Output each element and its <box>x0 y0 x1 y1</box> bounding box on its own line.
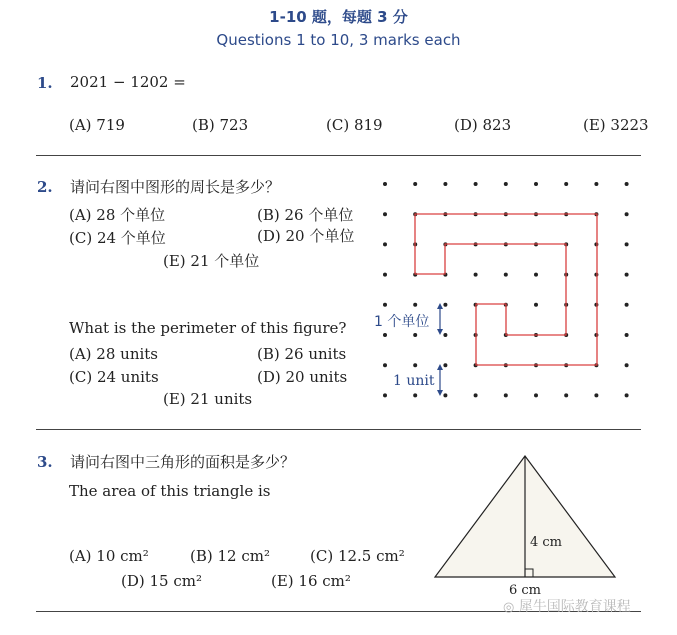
grid-dot <box>383 242 387 246</box>
base-label: 6 cm <box>509 583 542 598</box>
grid-dot <box>383 393 387 397</box>
grid-dot <box>534 303 538 307</box>
option-b: (B) 723 <box>192 116 249 134</box>
option-d: (D) 823 <box>454 116 512 134</box>
grid-dot <box>564 393 568 397</box>
unit-label-en: 1 unit <box>393 373 435 389</box>
option-a-en: (A) 28 units <box>69 345 159 363</box>
question-prompt-cn: 请问右图中图形的周长是多少？ <box>70 178 281 196</box>
grid-dot <box>474 393 478 397</box>
unit-marker-en <box>437 364 443 396</box>
grid-dot <box>413 393 417 397</box>
grid-dot <box>413 363 417 367</box>
option-e-en: (E) 21 units <box>163 390 253 408</box>
question-prompt: 2021 − 1202 = <box>70 73 186 91</box>
grid-dot <box>383 303 387 307</box>
triangle-figure <box>425 448 625 598</box>
grid-dot <box>625 182 629 186</box>
option-c-cn: (C) 24 个单位 <box>69 229 166 247</box>
option-d: (D) 15 cm² <box>121 572 202 590</box>
grid-dot <box>625 242 629 246</box>
unit-marker-cn <box>437 303 443 335</box>
grid-dot <box>474 182 478 186</box>
option-c: (C) 819 <box>326 116 383 134</box>
question-number: 3. <box>37 453 53 471</box>
option-c: (C) 12.5 cm² <box>310 547 405 565</box>
option-b-cn: (B) 26 个单位 <box>257 206 354 224</box>
grid-dot <box>564 182 568 186</box>
wechat-icon: ◎ <box>503 600 515 615</box>
grid-dot <box>443 182 447 186</box>
grid-dot <box>383 363 387 367</box>
height-label: 4 cm <box>530 535 563 550</box>
question-prompt-en: What is the perimeter of this figure? <box>69 319 347 337</box>
grid-dot <box>534 273 538 277</box>
grid-dot <box>625 212 629 216</box>
grid-dot <box>625 303 629 307</box>
grid-dot <box>383 212 387 216</box>
grid-dot <box>534 182 538 186</box>
grid-dot <box>504 182 508 186</box>
divider <box>36 429 641 430</box>
grid-dot <box>413 182 417 186</box>
grid-dot <box>625 333 629 337</box>
question-number: 1. <box>37 74 53 92</box>
watermark-text: 犀牛国际教育课程 <box>518 599 631 615</box>
divider <box>36 155 641 156</box>
unit-label-cn: 1 个单位 <box>374 314 430 330</box>
wechat-watermark <box>503 596 631 616</box>
grid-dot <box>625 273 629 277</box>
option-c-en: (C) 24 units <box>69 368 159 386</box>
question-prompt-cn: 请问右图中三角形的面积是多少？ <box>70 453 296 471</box>
option-a-cn: (A) 28 个单位 <box>69 206 166 224</box>
question-prompt-en: The area of this triangle is <box>69 482 271 500</box>
option-b: (B) 12 cm² <box>190 547 270 565</box>
option-a: (A) 719 <box>69 116 125 134</box>
grid-dot <box>413 333 417 337</box>
grid-dot <box>594 182 598 186</box>
section-title-cn: 1-10 题，每题 3 分 <box>269 8 408 26</box>
grid-dot <box>443 363 447 367</box>
grid-dot <box>625 363 629 367</box>
option-e-cn: (E) 21 个单位 <box>163 252 260 270</box>
figure-outline <box>415 214 597 365</box>
grid-dot <box>594 393 598 397</box>
perimeter-figure <box>360 172 650 412</box>
option-d-en: (D) 20 units <box>257 368 348 386</box>
option-e: (E) 3223 <box>583 116 649 134</box>
option-e: (E) 16 cm² <box>271 572 351 590</box>
section-title-en: Questions 1 to 10, 3 marks each <box>216 31 461 49</box>
option-a: (A) 10 cm² <box>69 547 149 565</box>
grid-dot <box>625 393 629 397</box>
grid-dot <box>474 273 478 277</box>
question-number: 2. <box>37 178 53 196</box>
grid-dot <box>383 333 387 337</box>
grid-dot <box>534 393 538 397</box>
grid-dot <box>504 393 508 397</box>
option-b-en: (B) 26 units <box>257 345 347 363</box>
grid-dot <box>504 273 508 277</box>
grid-dot <box>443 333 447 337</box>
grid-dot <box>383 273 387 277</box>
grid-dot <box>413 303 417 307</box>
grid-dot <box>443 393 447 397</box>
grid-dot <box>383 182 387 186</box>
option-d-cn: (D) 20 个单位 <box>257 227 355 245</box>
grid-dot <box>443 303 447 307</box>
